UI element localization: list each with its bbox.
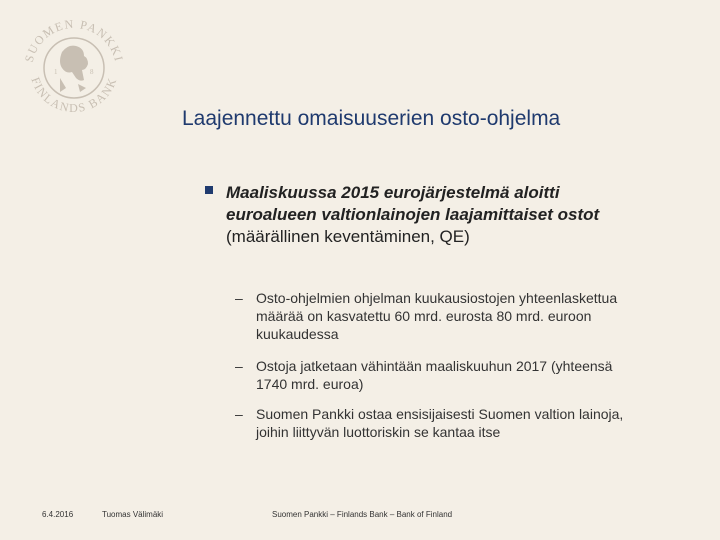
- footer-date: 6.4.2016: [42, 510, 74, 519]
- svg-text:FINLANDS BANK: [28, 75, 119, 115]
- sub-bullet-2-text: [256, 357, 686, 393]
- dash-bullet-icon: –: [235, 290, 243, 306]
- logo-text-top: SUOMEN PANKKI: [21, 16, 127, 64]
- dash-bullet-icon: –: [235, 358, 243, 374]
- sub-bullet-3-line-2: joihin liittyvän luottoriskin se kantaa itse: [256, 424, 501, 440]
- dash-bullet-icon: –: [235, 406, 243, 422]
- logo-year-right: 8: [90, 68, 94, 76]
- sub-bullet-1-text: [256, 289, 686, 343]
- sub-bullet-1-line-2: määrää on kasvatettu 60 mrd. eurosta 80 mrd. euroon: [256, 308, 592, 324]
- slide-title: Laajennettu omaisuuserien osto-ohjelma: [182, 107, 561, 130]
- main-bullet-line-1: Maaliskuussa 2015 eurojärjestelmä aloitti: [226, 183, 560, 202]
- footer-author: Tuomas Välimäki: [102, 510, 164, 519]
- sub-bullet-3-line-1: Suomen Pankki ostaa ensisijaisesti Suomen valtion lainoja,: [256, 406, 624, 422]
- sub-bullet-2-line-2: 1740 mrd. euroa): [256, 376, 364, 392]
- square-bullet-icon: [205, 186, 213, 194]
- bank-seal-icon: [14, 8, 134, 128]
- main-bullet-line-2: euroalueen valtionlainojen laajamittaiset ostot: [226, 205, 600, 224]
- logo-year-left: 1: [54, 68, 58, 76]
- sub-bullet-1-line-3: kuukaudessa: [256, 326, 339, 342]
- sub-bullet-2-line-1: Ostoja jatketaan vähintään maaliskuuhun 2017 (yhteensä: [256, 358, 613, 374]
- sub-bullet-3-text: [256, 405, 686, 441]
- footer-organization: Suomen Pankki – Finlands Bank – Bank of Finland: [272, 510, 453, 519]
- sub-bullet-1-line-1: Osto-ohjelmien ohjelman kuukausiostojen yhteenlaskettua: [256, 290, 618, 306]
- lion-icon: [60, 46, 88, 92]
- main-bullet-text: [226, 182, 706, 248]
- logo-text-bottom: FINLANDS BANK: [28, 75, 120, 116]
- main-bullet-line-3: (määrällinen keventäminen, QE): [226, 227, 470, 246]
